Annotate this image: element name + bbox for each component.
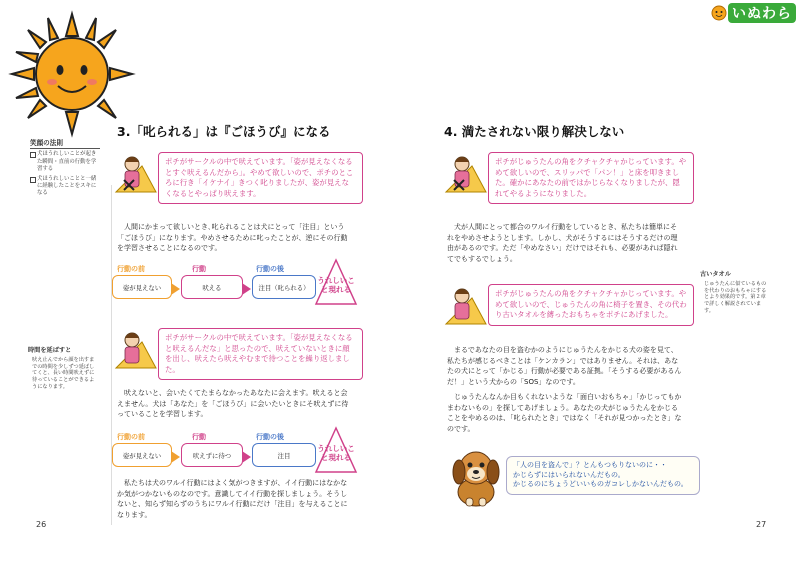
flow-label-before: 行動の前: [117, 433, 145, 441]
stamp-happy: うれしいこと現れる: [314, 426, 358, 476]
woman-waiting-illustration: [112, 326, 158, 372]
flow-box-action: 吠える: [181, 275, 243, 299]
sidebar-title: 笑顔の法則: [30, 140, 100, 149]
arrow-right-icon: [242, 448, 251, 460]
brand-logo: [708, 2, 796, 24]
paragraph: 吠えないと、会いたくてたまらなかったあなたに会えます。吠えると会えません。犬は「あなた」を「ごほうび」に会いたいときにそ吠えずに待っていることを学習します。: [117, 389, 349, 419]
flow-box-before: 姿が見えない: [112, 443, 172, 467]
flow-label-after: 行動の後: [256, 265, 284, 273]
arrow-right-icon: [171, 280, 180, 292]
woman-scolding-illustration: [112, 150, 158, 196]
side-note-title: 時間を延ばすと: [28, 347, 72, 354]
sidebar-rules: [30, 140, 100, 200]
flow-label-before: 行動の前: [117, 265, 145, 273]
sidebar-item: 犬ほうれしいことが起きた瞬間・直前の行動を学習する: [30, 151, 100, 173]
sun-logo-icon: [708, 2, 730, 24]
stamp-happy: うれしいこと現れる: [314, 258, 358, 308]
paragraph: 犬が人間にとって都合のワルイ行動をしているとき、私たちは簡単にそれをやめさせようとします。しかし、犬がそうするにはそうするだけの理由があるのです。ただ「やめなさい」だけではそれも、必要があれば隠れてでもするでしょう。: [447, 223, 678, 263]
sun-illustration: [8, 10, 136, 138]
checkbox-icon: [30, 177, 36, 183]
flow-box-action: 吠えずに待つ: [181, 443, 243, 467]
scenario-bubble-3: ポチがじゅうたんの角をクチャクチャかじっています。やめて欲しいので、スリッパで「パン！」と床を叩きました。確かにあなたの前ではかじらなくなりましたが、隠れてやるようになりました。: [488, 152, 694, 204]
flow-label-after: 行動の後: [256, 433, 284, 441]
scenario-bubble-2: ポチがサークルの中で吠えています。「姿が見えなくなると吠えるんだな」と思ったので、吠えていないときに顔を出し、吠えたら吠えやむまで待つことを繰り返しました。: [158, 328, 363, 380]
flow-label-action: 行動: [192, 433, 206, 441]
paragraph: 私たちは犬のワルイ行動にはよく気がつきますが、イイ行動にはなかなか気がつかないものなのです。意識してイイ行動を探しましょう。そうしないと、知らず知らずのうちにワルイ行動にだけ「注目」を与えることになります。: [117, 479, 348, 519]
paragraph: まるであなたの目を盗むかのようにじゅうたんをかじる犬の姿を見て、私たちが感じるべきことは「ケンカラン」ではありません。それは、あなたの犬にとって「かじる」行動が必要である証拠。「そうする必要があるんだ！」という犬からの「SOS」なのです。: [447, 346, 682, 386]
woman-towel-illustration: [442, 282, 488, 328]
paragraph: じゅうたんなんか目もくれないような「面白いおもちゃ」「かじってもかまわないもの」を探してあげましょう。あなたの犬がじゅうたんをかじることをやめるのは、「叱られたとき」ではなく「それが見つかったとき」なのです。: [447, 393, 682, 433]
page-number-right: 27: [756, 520, 767, 529]
section-heading-4: 4. 満たされない限り解決しない: [444, 124, 625, 139]
side-note-body: 吠え止んでから顔を出すまでの時間を少しずつ延ばしてくと、長い時間吠えずに待っていることができるようになります。: [32, 356, 95, 390]
dog-speech-bubble: 「人の目を盗んで」？とんもつもりないのに・・ かじらずにはいられないんだもの。 かじるのにちょうどいいものガコレしかないんだもの。: [506, 456, 700, 495]
side-note-time: [28, 348, 98, 391]
flow-box-before: 姿が見えない: [112, 275, 172, 299]
dog-illustration: [448, 444, 504, 508]
side-note-body: じゅうたんに似ているものを代わりのおもちゃにするとより効果的です。第２章で詳しく解説されています。: [704, 280, 767, 314]
scenario-bubble-1: ポチがサークルの中で吠えています。「姿が見えなくなるとすぐ吠えるんだから」。やめて欲しいので、ポチのところに行き「イケナイ」きつく叱りましたが、姿が見えなくなるとやっぱり吠えます。: [158, 152, 363, 204]
scenario-bubble-4: ポチがじゅうたんの角をクチャクチャかじっています。やめて欲しいので、じゅうたんの角に椅子を置き、その代わり古いタオルを縛ったおもちゃをポチにあげました。: [488, 284, 694, 326]
arrow-right-icon: [171, 448, 180, 460]
arrow-right-icon: [242, 280, 251, 292]
logo-text: いぬわら: [728, 3, 796, 23]
side-note-towel: [700, 272, 770, 315]
flow-label-action: 行動: [192, 265, 206, 273]
paragraph: 人間にかまって欲しいとき､叱られることは犬にとって「注目」という「ごほうび」になります。やめさせるために叱ったことが、逆にその行動を学習させることになるのです。: [117, 223, 348, 253]
section-heading-3: 3.「叱られる」は『ごほうび』になる: [117, 124, 331, 139]
woman-slipper-illustration: [442, 150, 488, 196]
flow-box-after: 注目（叱られる）: [252, 275, 316, 299]
sidebar-item: 犬ほうれしいことと一緒に経験したことをスキになる: [30, 176, 100, 198]
checkbox-icon: [30, 152, 36, 158]
flow-box-after: 注目: [252, 443, 316, 467]
page-number-left: 26: [36, 520, 47, 529]
side-note-title: 古いタオル: [700, 271, 731, 278]
